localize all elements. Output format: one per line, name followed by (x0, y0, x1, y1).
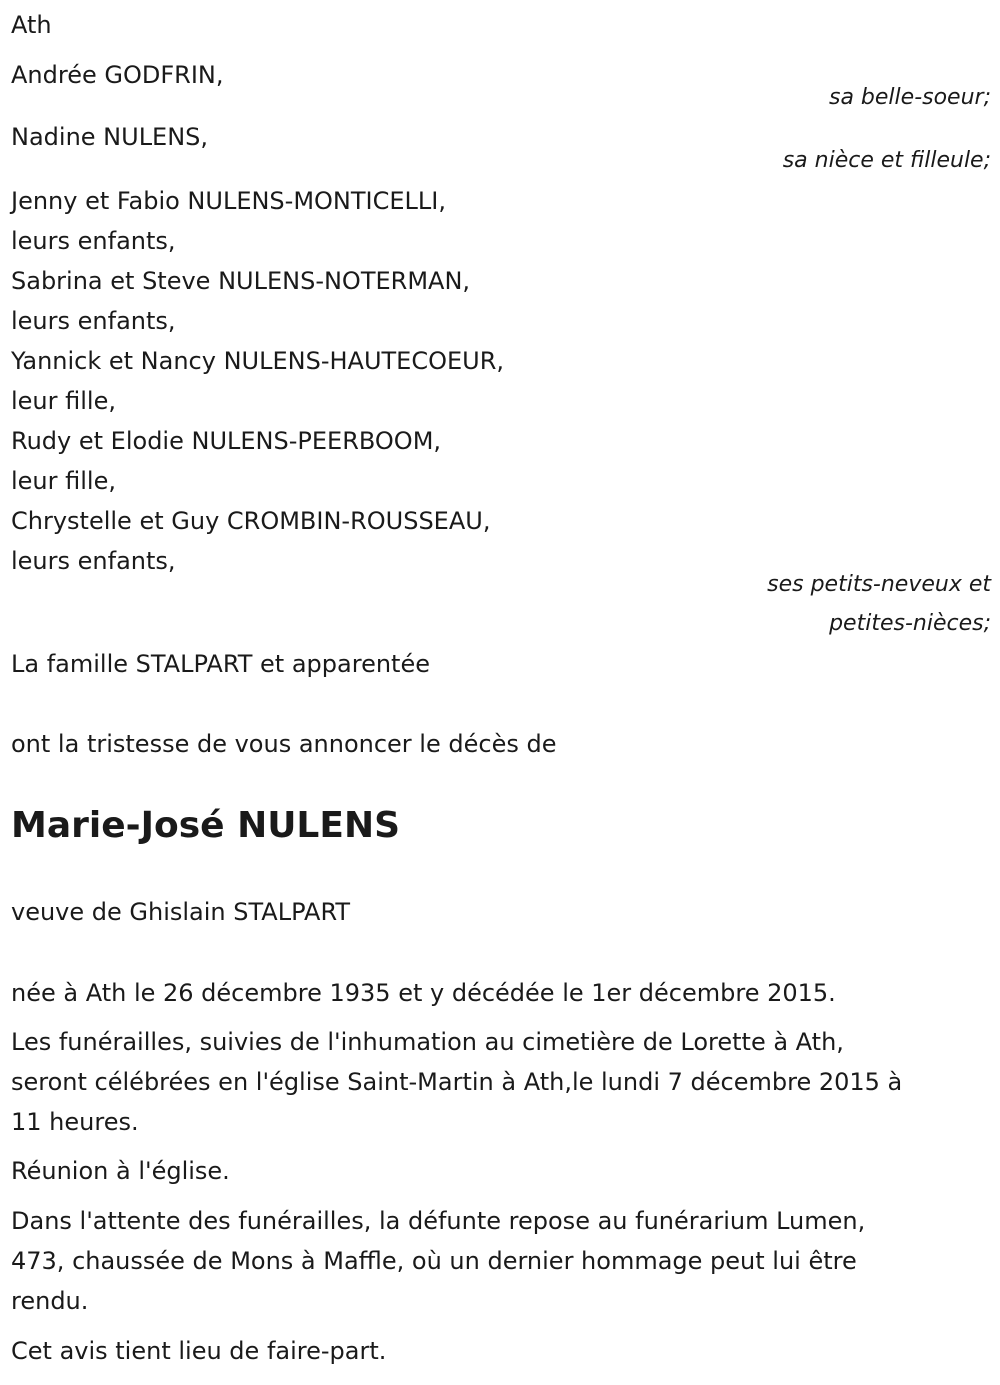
funeral-paragraph (11, 1022, 902, 1142)
widow-of: veuve de Ghislain STALPART (11, 898, 351, 926)
list-item: leurs enfants, (11, 227, 176, 255)
paragraph-line: 473, chaussée de Mons à Maffle, où un dernier hommage peut lui être (11, 1247, 857, 1275)
list-item: Rudy et Elodie NULENS-PEERBOOM, (11, 427, 442, 455)
meeting: Réunion à l'église. (11, 1157, 230, 1185)
grand-nephews-role: ses petits-neveux et (767, 572, 991, 597)
list-item: leurs enfants, (11, 307, 176, 335)
list-item: Sabrina et Steve NULENS-NOTERMAN, (11, 267, 471, 295)
family-member-name: Andrée GODFRIN, (11, 61, 224, 89)
deceased-name: Marie-José NULENS (11, 805, 401, 846)
paragraph-line: Dans l'attente des funérailles, la défunte repose au funérarium Lumen, (11, 1207, 866, 1235)
grand-nephews-role: petites-nièces; (829, 611, 991, 636)
family-name-line: La famille STALPART et apparentée (11, 650, 430, 678)
list-item: Yannick et Nancy NULENS-HAUTECOEUR, (11, 347, 505, 375)
announcement: ont la tristesse de vous annoncer le décès de (11, 730, 557, 758)
closing: Cet avis tient lieu de faire-part. (11, 1337, 387, 1365)
family-member-role: sa belle-soeur; (829, 85, 991, 110)
family-member-role: sa nièce et filleule; (782, 148, 991, 173)
paragraph-line: rendu. (11, 1287, 89, 1315)
grand-nephews-list (11, 181, 504, 581)
viewing-paragraph (11, 1201, 865, 1321)
list-item: leur fille, (11, 467, 116, 495)
family-member-name: Nadine NULENS, (11, 123, 209, 151)
list-item: Chrystelle et Guy CROMBIN-ROUSSEAU, (11, 507, 491, 535)
birth-death: née à Ath le 26 décembre 1935 et y décédée le 1er décembre 2015. (11, 979, 836, 1007)
list-item: Jenny et Fabio NULENS-MONTICELLI, (11, 187, 446, 215)
list-item: leurs enfants, (11, 547, 176, 575)
paragraph-line: seront célébrées en l'église Saint-Martin à Ath,le lundi 7 décembre 2015 à (11, 1068, 903, 1096)
paragraph-line: Les funérailles, suivies de l'inhumation au cimetière de Lorette à Ath, (11, 1028, 844, 1056)
paragraph-line: 11 heures. (11, 1108, 139, 1136)
list-item: leur fille, (11, 387, 116, 415)
location: Ath (11, 11, 52, 39)
